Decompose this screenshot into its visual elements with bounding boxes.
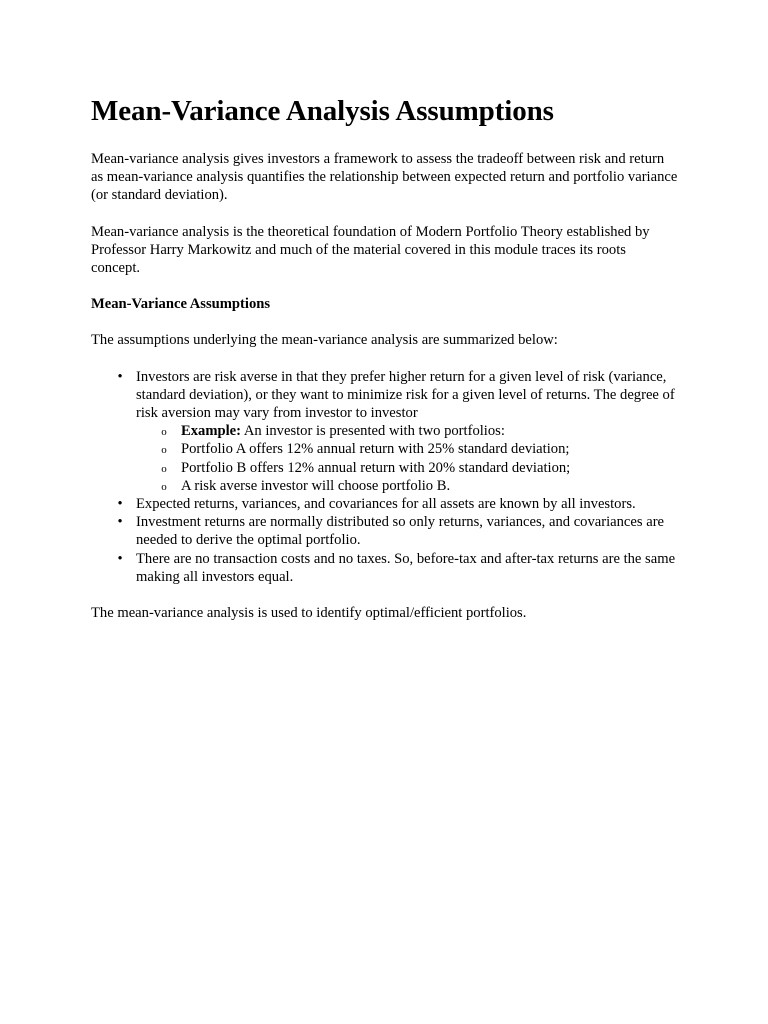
- bullet-marker: •: [117, 496, 123, 513]
- sub-list-item: [161, 440, 678, 458]
- example-label: Example:: [181, 423, 241, 440]
- sub-bullet-marker: o: [161, 462, 167, 475]
- sub-list-item: [161, 422, 678, 440]
- list-item-text: There are no transaction costs and no taxes. So, before-tax and after-tax returns are the same making all investors equal.: [136, 550, 676, 585]
- list-item-text: Investment returns are normally distributed so only returns, variances, and covariances are needed to derive the optimal portfolio.: [136, 514, 665, 549]
- paragraph-intro-2: Mean-variance analysis is the theoretical foundation of Modern Portfolio Theory established by Professor Harry Markowitz and much of the material covered in this module traces its roots concept.: [91, 223, 650, 277]
- bullet-marker: •: [117, 550, 123, 567]
- paragraph-intro-1: Mean-variance analysis gives investors a framework to assess the tradeoff between risk and return as mean-variance analysis quantifies the relationship between expected return and portfolio variance (or standard deviation).: [91, 151, 678, 204]
- page-title: Mean-Variance Analysis Assumptions: [91, 95, 554, 127]
- sub-list-item-text: Portfolio B offers 12% annual return with 20% standard deviation;: [181, 459, 571, 476]
- sub-list-item: [161, 477, 678, 495]
- list-item-text: Expected returns, variances, and covariances for all assets are known by all investors.: [136, 496, 636, 513]
- example-sublist: [136, 422, 678, 495]
- sub-list-item-text: An investor is presented with two portfolios:: [241, 423, 505, 440]
- bullet-marker: •: [117, 368, 123, 385]
- sub-list-item-text: A risk averse investor will choose portfolio B.: [181, 477, 451, 494]
- list-item: [117, 513, 678, 549]
- closing-paragraph: The mean-variance analysis is used to identify optimal/efficient portfolios.: [91, 605, 527, 622]
- sub-bullet-marker: o: [161, 480, 167, 493]
- section-heading: Mean-Variance Assumptions: [91, 296, 271, 313]
- sub-list-item: [161, 459, 678, 477]
- bullet-marker: •: [117, 514, 123, 531]
- sub-list-item-text: Portfolio A offers 12% annual return with 25% standard deviation;: [181, 441, 570, 458]
- assumptions-list: [91, 368, 678, 586]
- sub-bullet-marker: o: [161, 444, 167, 457]
- list-item-text: Investors are risk averse in that they prefer higher return for a given level of risk (variance, standard deviation), or they want to minimize risk for a given level of returns. The degree of risk aversion may vary from investor to investor: [136, 368, 675, 422]
- list-item: [117, 550, 678, 586]
- sub-bullet-marker: o: [161, 426, 167, 439]
- list-item: [117, 368, 678, 495]
- assumptions-intro: The assumptions underlying the mean-variance analysis are summarized below:: [91, 332, 558, 349]
- list-item: [117, 495, 678, 513]
